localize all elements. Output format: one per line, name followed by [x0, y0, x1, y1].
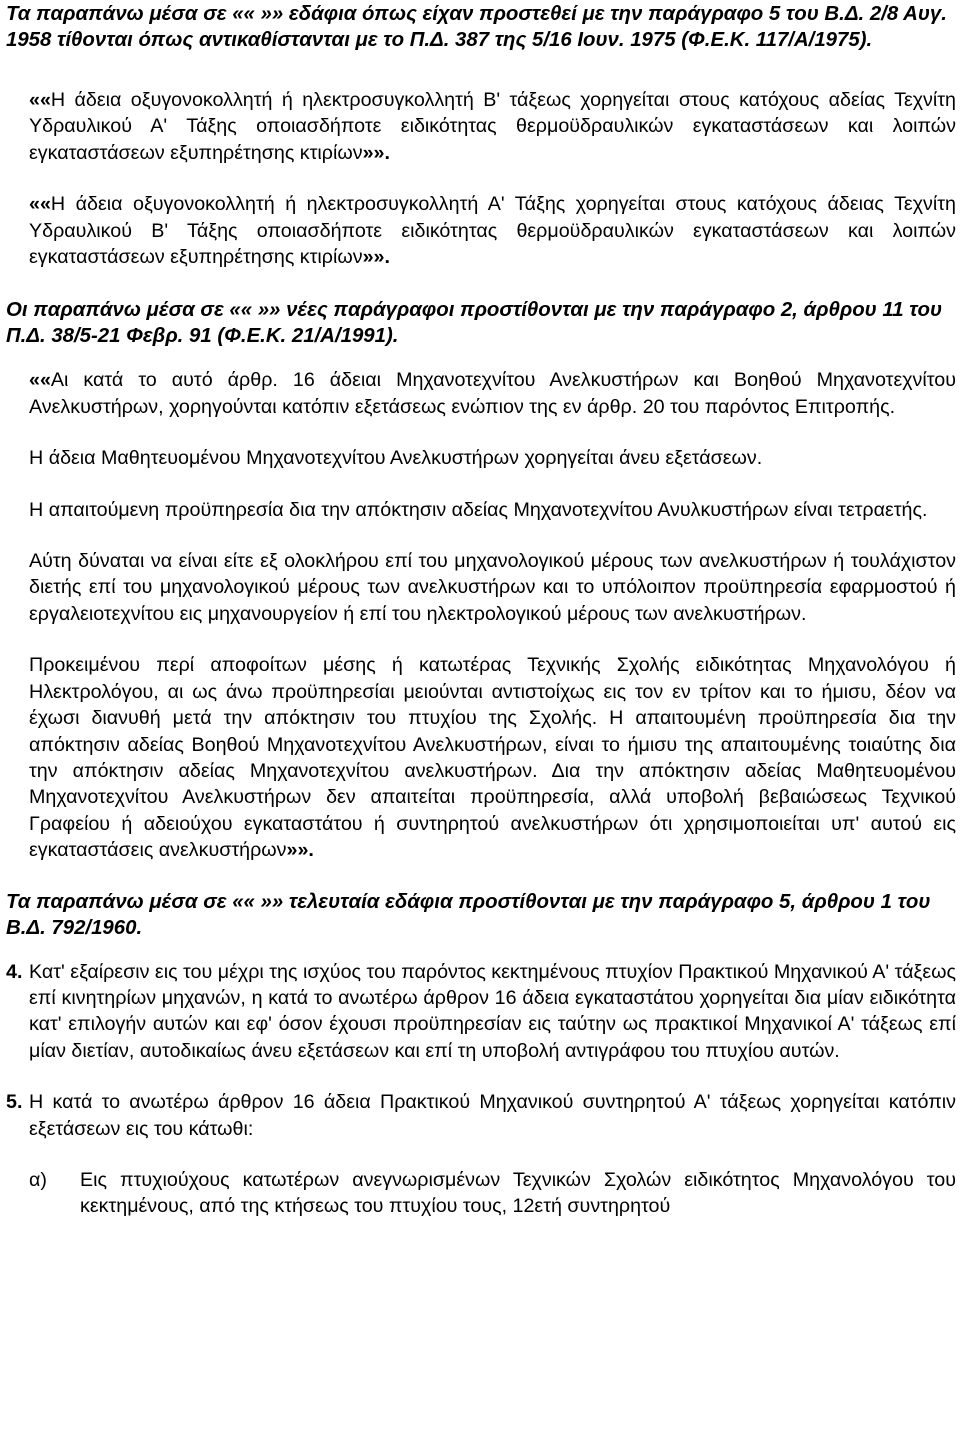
paragraph-elevator-licenses: [6, 367, 956, 420]
numbered-item-5: [6, 1089, 956, 1142]
quote-close-mark: »».: [362, 141, 390, 164]
quote-open-mark: ««: [29, 89, 51, 111]
document-page: [0, 1, 960, 1454]
quote-open-mark: ««: [29, 193, 51, 216]
paragraph-text: Η άδεια οξυγονοκολλητή ή ηλεκτροσυγκολλητή Β' τάξεως χορηγείται στους κατόχους αδείας Τεχνίτη Υδραυλικού Α' Τάξης οποιασδήποτε ειδικότητας θερμοϋδραυλικών εγκαταστάσεων και λοιπών εγκαταστάσεων εξυπηρέτησης κτιρίων: [29, 89, 956, 164]
paragraph-apprentice-license: Η άδεια Μαθητευομένου Μηχανοτεχνίτου Ανελκυστήρων χορηγείται άνευ εξετάσεων.: [29, 447, 763, 470]
item-text: Η κατά το ανωτέρω άρθρον 16 άδεια Πρακτικού Μηχανικού συντηρητού Α' τάξεως χορηγείται κατόπιν εξετάσεων εις του κάτωθι:: [29, 1091, 956, 1140]
numbered-item-4: [6, 959, 956, 1065]
paragraph-graduates: [6, 652, 956, 863]
paragraph-helding-b: [6, 87, 956, 166]
paragraph-experience-detail: Αύτη δύναται να είναι είτε εξ ολοκλήρου επί του μηχανολογικού μέρους των ανελκυστήρων ή τουλάχιστον διετής επί του μηχανολογικού μέρους των ανελκυστήρων και το υπόλοιπον προϋπηρεσία εφαρμοστού ή εργαλειοτεχνίτου εις μηχανουργείον ή επί του ηλεκτρολογικού μέρους των ανελκυστήρων.: [29, 550, 956, 625]
item-number: 4.: [6, 960, 23, 983]
paragraph-required-experience: Η απαιτούμενη προϋπηρεσία δια την απόκτησιν αδείας Μηχανοτεχνίτου Ανυλκυστήρων είναι τετραετής.: [29, 498, 928, 521]
paragraph-text: Προκειμένου περί αποφοίτων μέσης ή κατωτέρας Τεχνικής Σχολής ειδικότητας Μηχανολόγου ή Ηλεκτρολόγου, αι ως άνω προϋπηρεσίαι μειούνται αντιστοίχως εις τον εν τρίτον και το ήμισυ, δέον να έχωσι διανυθή μετά την απόκτησιν του πτυχίου της Σχολής. Η απαιτουμένη προϋπηρεσία δια την απόκτησιν αδείας Βοηθού Μηχανοτεχνίτου Ανελκυστήρων, είναι το ήμισυ της απαιτουμένης τοιαύτης δια την απόκτησιν αδείας Μηχανοτεχνίτου ανελκυστήρων. Δια την απόκτησιν αδείας Μαθητευομένου Μηχανοτεχνίτου Ανελκυστήρων δεν απαιτείται προϋπηρεσία, αλλά υποβολή βεβαιώσεως Τεχνικού Γραφείου ή αδειούχου εγκαταστάτου ή συντηρητού ανελκυστήρων ότι χρησιμοποιείται υπ' αυτού εις εγκαταστάσεις ανελκυστήρων: [29, 654, 956, 862]
sub-item-text: Εις πτυχιούχους κατωτέρων ανεγνωρισμένων Τεχνικών Σχολών ειδικότητος Μηχανολόγου του κεκτημένους, από της κτήσεως του πτυχίου τους, 12ετή συντηρητού: [80, 1168, 956, 1218]
quote-open-mark: ««: [29, 369, 51, 392]
section-heading-2: Οι παραπάνω μέσα σε «« »» νέες παράγραφοι προστίθονται με την παράγραφο 2, άρθρου 11 του Π.Δ. 38/5-21 Φεβρ. 91 (Φ.Ε.Κ. 21/Α/1991).: [6, 299, 943, 348]
sub-item-label: α): [29, 1168, 47, 1191]
quote-close-mark: »».: [286, 839, 314, 862]
item-number: 5.: [6, 1091, 23, 1114]
section-heading-3: Τα παραπάνω μέσα σε «« »» τελευταία εδάφια προστίθονται με την παράγραφο 5, άρθρου 1 του Β.Δ. 792/1960.: [6, 890, 931, 939]
section-heading-1: Τα παραπάνω μέσα σε «« »» εδάφια όπως είχαν προστεθεί με την παράγραφο 5 του Β.Δ. 2/8 Αυγ. 1958 τίθονται όπως αντικαθίστανται με το Π.Δ. 387 της 5/16 Ιουν. 1975 (Φ.Ε.Κ. 117/Α/1975).: [6, 3, 947, 51]
paragraph-text: Αι κατά το αυτό άρθρ. 16 άδειαι Μηχανοτεχνίτου Ανελκυστήρων και Βοηθού Μηχανοτεχνίτου Ανελκυστήρων, χορηγούνται κατόπιν εξετάσεως ενώπιον της εν άρθρ. 20 του παρόντος Επιτροπής.: [29, 369, 956, 418]
sub-item-a: [6, 1167, 956, 1220]
item-text: Κατ' εξαίρεσιν εις του μέχρι της ισχύος του παρόντος κεκτημένους πτυχίον Πρακτικού Μηχανικού Α' τάξεως επί κινητηρίων μηχανών, η κατά το ανωτέρω άρθρον 16 άδεια εγκαταστάτου χορηγείται δια μίαν ειδικότητα κατ' επιλογήν αυτών και εφ' όσον έχουσι προϋπηρεσίαν εις ταύτην ως πρακτικοί Μηχανικοί Α' τάξεως επί μίαν διετίαν, αυτοδικαίως άνευ εξετάσεων και επί τη υποβολή αντιγράφου του πτυχίου αυτών.: [29, 960, 956, 1062]
paragraph-welding-a: [6, 191, 956, 270]
paragraph-text: Η άδεια οξυγονοκολλητή ή ηλεκτροσυγκολλητή Α' Τάξης χορηγείται στους κατόχους άδειας Τεχνίτη Υδραυλικού Β' Τάξης οποιασδήποτε ειδικότητας θερμοϋδραυλικών εγκαταστάσεων και λοιπών εγκαταστάσεων εξυπηρέτησης κτιρίων: [29, 193, 956, 269]
quote-close-mark: »».: [362, 246, 390, 269]
